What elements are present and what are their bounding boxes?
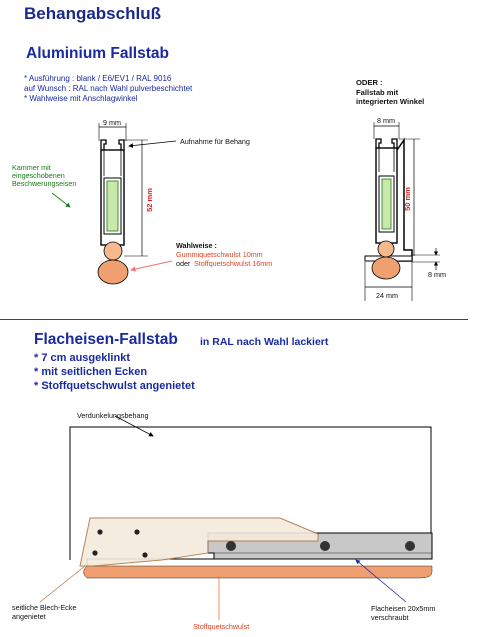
spec-line-3: * Wahlweise mit Anschlagwinkel	[24, 94, 138, 103]
chamber-label-3: Beschwerungseisen	[12, 179, 77, 188]
section-flacheisen-heading: Flacheisen-Fallstab	[34, 331, 178, 348]
right-or-heading: ODER :	[356, 78, 383, 87]
right-profile	[365, 122, 440, 301]
label-corner-1: seitliche Blech-Ecke	[12, 603, 77, 612]
label-blind: Verdunkelungsbehang	[77, 411, 149, 420]
right-subheading-2: integrierten Winkel	[356, 97, 425, 106]
right-height-dim: 50 mm	[403, 187, 412, 211]
callout-aufnahme: Aufnahme für Behang	[180, 137, 250, 146]
flacheisen-drawing	[40, 416, 432, 620]
right-side-dim: 8 mm	[428, 270, 446, 279]
option-fabric-seal: Stoffquetschwulst 16mm	[194, 259, 273, 268]
bullet-3: * Stoffquetschwulst angenietet	[34, 380, 195, 392]
right-width-dim: 8 mm	[377, 116, 395, 125]
chamber-label-2: eingeschobenen	[12, 171, 65, 180]
label-seal: Stoffquetschwulst	[193, 622, 250, 631]
left-profile	[52, 123, 176, 284]
left-height-dim: 52 mm	[145, 188, 154, 212]
bullet-1: * 7 cm ausgeklinkt	[34, 352, 130, 364]
left-width-dim: 9 mm	[103, 118, 121, 127]
right-bottom-dim: 24 mm	[376, 291, 398, 300]
page-title: Behangabschluß	[24, 4, 161, 23]
option-heading: Wahlweise :	[176, 241, 217, 250]
section-flacheisen-subheading: in RAL nach Wahl lackiert	[200, 336, 329, 348]
spec-line-2: auf Wunsch : RAL nach Wahl pulverbeschichtet	[24, 84, 193, 93]
section-aluminium-heading: Aluminium Fallstab	[26, 45, 169, 62]
label-corner-2: angenietet	[12, 612, 46, 621]
option-or: oder	[176, 259, 191, 268]
right-subheading-1: Fallstab mit	[356, 88, 399, 97]
chamber-label-1: Kammer mit	[12, 163, 51, 172]
label-flatbar-2: verschraubt	[371, 613, 409, 622]
bullet-2: * mit seitlichen Ecken	[34, 366, 148, 378]
option-rubber-seal: Gummiquetschwulst 10mm	[176, 250, 263, 259]
label-flatbar-1: Flacheisen 20x5mm	[371, 604, 436, 613]
spec-line-1: * Ausführung : blank / E6/EV1 / RAL 9016	[24, 74, 172, 83]
